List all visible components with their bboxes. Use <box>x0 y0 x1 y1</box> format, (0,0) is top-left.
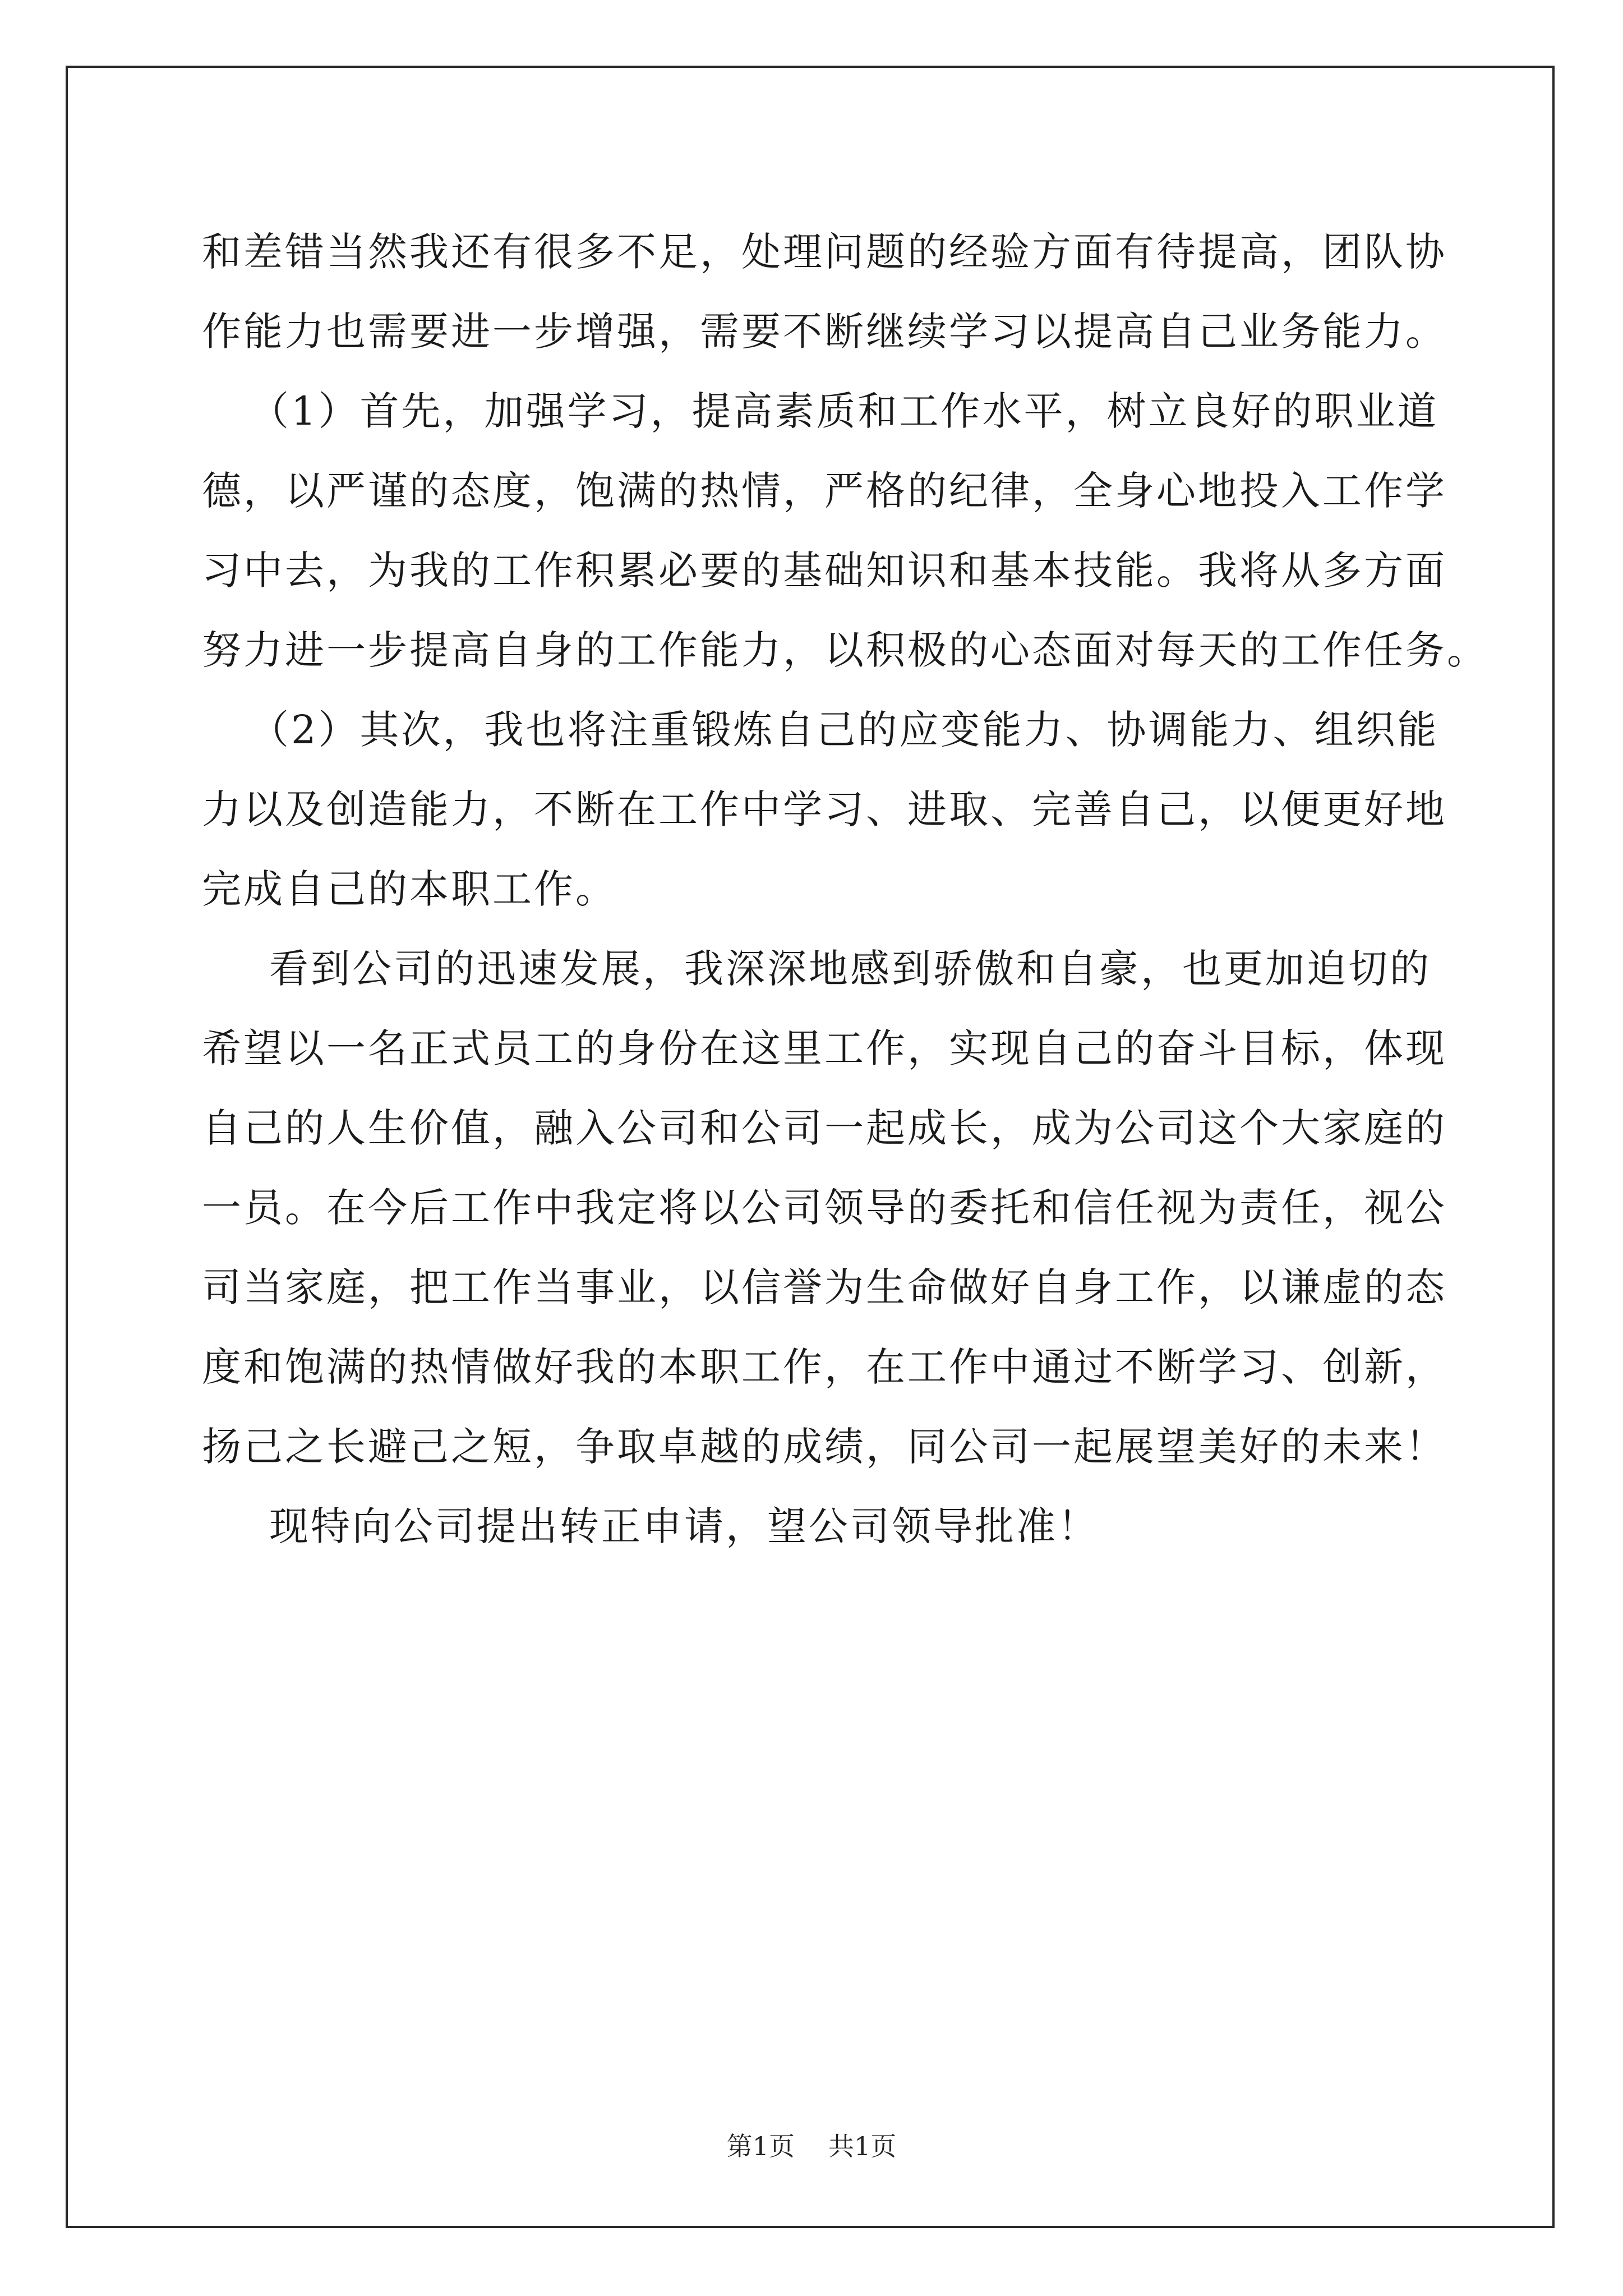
text-line: 和差错当然我还有很多不足，处理问题的经验方面有待提高，团队协 <box>202 229 1447 275</box>
text-line: 扬己之长避己之短，争取卓越的成绩，同公司一起展望美好的未来！ <box>202 1424 1447 1470</box>
page-number-current: 第1页 <box>726 2131 795 2161</box>
text-line: 习中去，为我的工作积累必要的基础知识和基本技能。我将从多方面 <box>202 547 1447 593</box>
paragraph-start-line: 现特向公司提出转正申请，望公司领导批准！ <box>269 1503 1099 1549</box>
page-footer <box>0 2126 1623 2163</box>
paragraph-start-line: （1）首先，加强学习，提高素质和工作水平，树立良好的职业道 <box>250 388 1439 434</box>
text-line: 完成自己的本职工作。 <box>202 866 617 912</box>
text-line: 作能力也需要进一步增强，需要不断继续学习以提高自己业务能力。 <box>202 309 1447 355</box>
text-line: 希望以一名正式员工的身份在这里工作，实现自己的奋斗目标，体现 <box>202 1025 1447 1071</box>
text-line: 努力进一步提高自身的工作能力，以积极的心态面对每天的工作任务。 <box>202 627 1488 673</box>
paragraph-start-line: 看到公司的迅速发展，我深深地感到骄傲和自豪，也更加迫切的 <box>269 946 1431 992</box>
text-line: 力以及创造能力，不断在工作中学习、进取、完善自己，以便更好地 <box>202 786 1447 832</box>
text-line: 司当家庭，把工作当事业，以信誉为生命做好自身工作，以谦虚的态 <box>202 1264 1447 1310</box>
text-line: 德，以严谨的态度，饱满的热情，严格的纪律，全身心地投入工作学 <box>202 468 1447 514</box>
document-body <box>202 212 1488 1566</box>
text-line: 度和饱满的热情做好我的本职工作，在工作中通过不断学习、创新， <box>202 1344 1447 1390</box>
text-line: 一员。在今后工作中我定将以公司领导的委托和信任视为责任，视公 <box>202 1185 1447 1231</box>
page-number-total: 共1页 <box>828 2131 897 2161</box>
text-line: 自己的人生价值，融入公司和公司一起成长，成为公司这个大家庭的 <box>202 1105 1447 1151</box>
paragraph-start-line: （2）其次，我也将注重锻炼自己的应变能力、协调能力、组织能 <box>250 707 1439 753</box>
